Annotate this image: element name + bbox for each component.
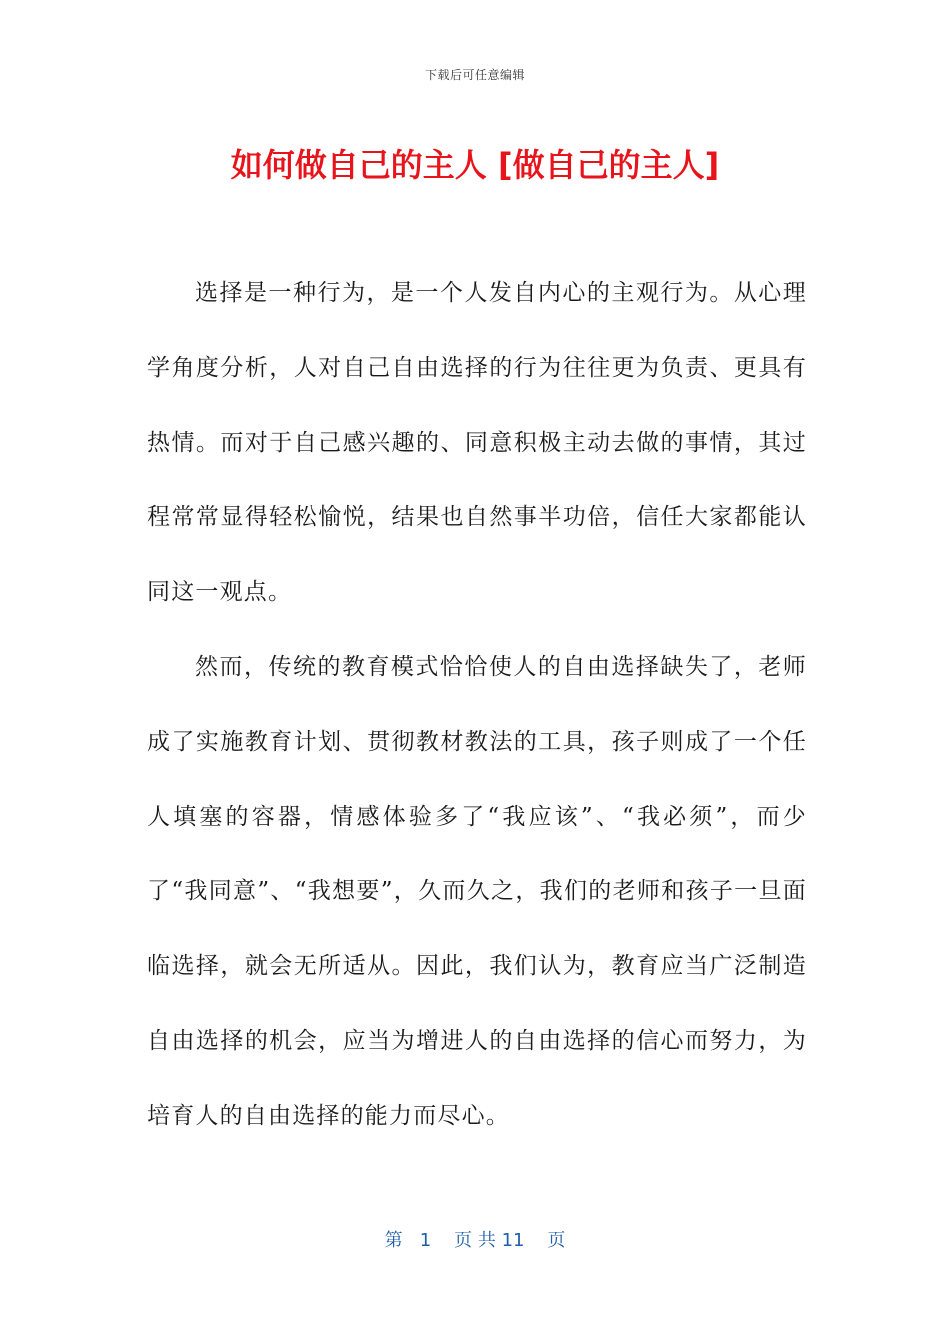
document-body (147, 256, 807, 1154)
footer-page-suffix: 页 (547, 1230, 566, 1251)
footer-page-middle: 页 共 (454, 1230, 496, 1251)
paragraph-2: 然而，传统的教育模式恰恰使人的自由选择缺失了，老师成了实施教育计划、贯彻教材教法的工具，孩子则成了一个任人填塞的容器，情感体验多了“我应该”、“我必须”，而少了“我同意”、“我想要”，久而久之，我们的老师和孩子一旦面临选择，就会无所适从。因此，我们认为，教育应当广泛制造自由选择的机会，应当为增进人的自由选择的信心而努力，为培育人的自由选择的能力而尽心。 (147, 653, 807, 1129)
document-title: 如何做自己的主人 [做自己的主人] (230, 146, 720, 184)
footer-current-page: 1 (419, 1230, 432, 1251)
footer-page-prefix: 第 (384, 1230, 403, 1251)
page-header-note: 下载后可任意编辑 (424, 68, 525, 82)
page-footer (0, 1226, 950, 1252)
footer-total-pages: 11 (501, 1230, 525, 1251)
paragraph-1: 选择是一种行为，是一个人发自内心的主观行为。从心理学角度分析，人对自己自由选择的行为往往更为负责、更具有热情。而对于自己感兴趣的、同意积极主动去做的事情，其过程常常显得轻松愉悦，结果也自然事半功倍，信任大家都能认同这一观点。 (147, 280, 807, 606)
